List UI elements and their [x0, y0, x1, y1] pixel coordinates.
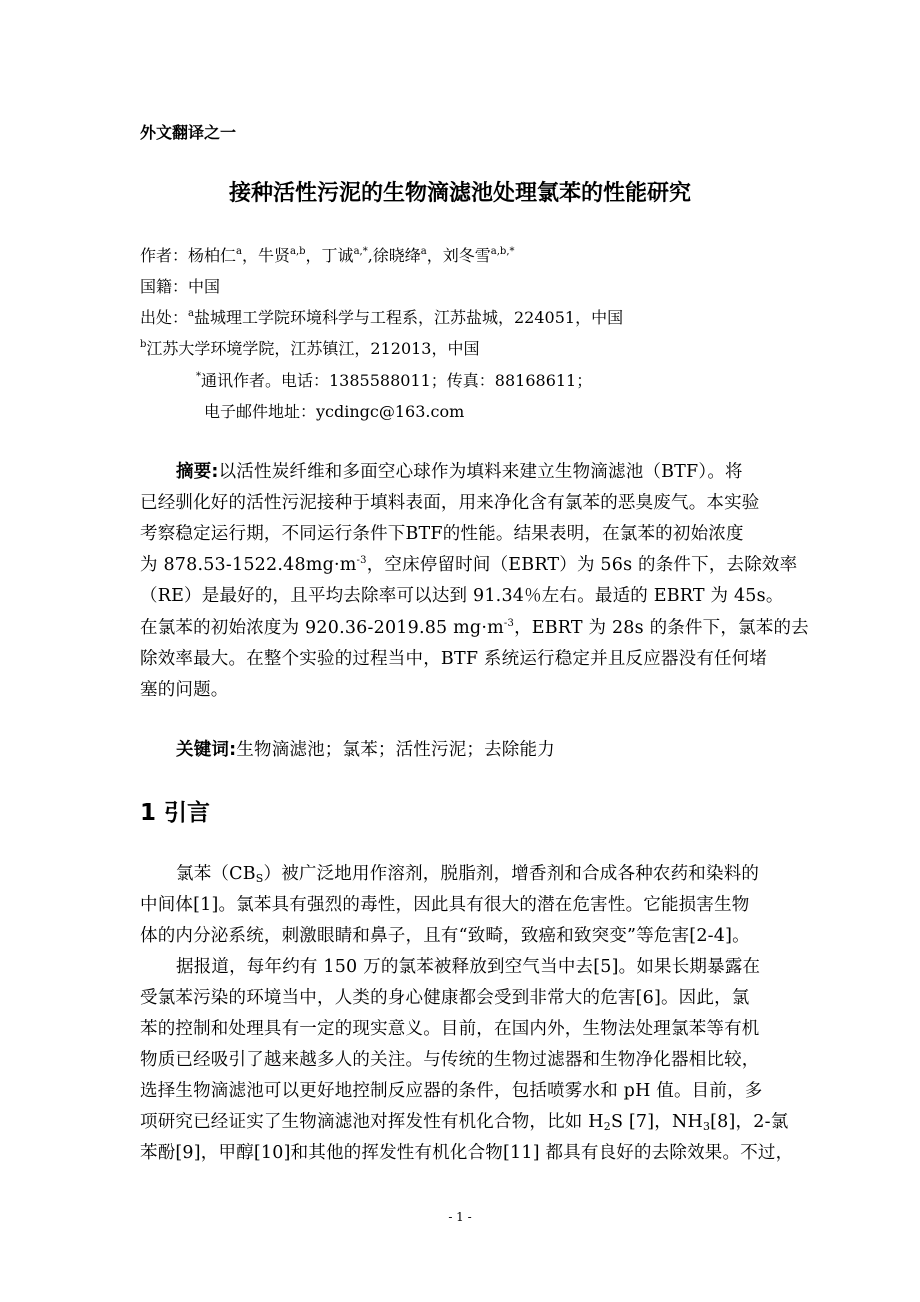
abstract-line: 已经驯化好的活性污泥接种于填料表面，用来净化含有氯苯的恶臭废气。本实验: [140, 493, 760, 513]
abstract-label: 摘要:: [176, 462, 219, 482]
abstract-line: （RE）是最好的，且平均去除率可以达到 91.34％左右。最适的 EBRT 为 45s。: [140, 586, 784, 606]
page-number: - 1 -: [448, 1210, 472, 1224]
authors-line: 作者：杨柏仁$^a$，牛贤$^{a,b}$，丁诚$^{a,*}$,徐晓绛$^a$，刘冬雪$^{a,b,*}$: [140, 246, 515, 265]
body-line: 据报道，每年约有 150 万的氯苯被释放到空气当中去[5]。如果长期暴露在: [176, 957, 761, 977]
abstract-line: 除效率最大。在整个实验的过程当中，BTF 系统运行稳定并且反应器没有任何堵: [140, 649, 768, 669]
abstract-line: 为 $878.53-1522.48mg\cdot m^{-3}$，空床停留时间（EBRT）为 56s 的条件下，去除效率: [140, 555, 798, 575]
abstract-line: 塞的问题。: [140, 680, 229, 700]
body-line: 氯苯$(CB_S)$被广泛地用作溶剂，脱脂剂，增香剂和合成各种农药和染料的: [176, 864, 760, 885]
source-line-a: 出处：$^a$盐城理工学院环境科学与工程系，江苏盐城，224051，中国: [140, 308, 624, 327]
correspondence-line: *通讯作者。电话：1385588011；传真：88168611；: [196, 371, 593, 390]
body-line: 苯的控制和处理具有一定的现实意义。目前，在国内外，生物法处理氯苯等有机: [140, 1019, 760, 1039]
header-label: 外文翻译之一: [140, 123, 237, 142]
body-line: 受氯苯污染的环境当中，人类的身心健康都会受到非常大的危害[6]。因此，氯: [140, 988, 750, 1008]
body-line: 物质已经吸引了越来越多人的关注。与传统的生物过滤器和生物净化器相比较，: [140, 1050, 760, 1070]
keywords-line: 关键词:生物滴滤池；氯苯；活性污泥；去除能力: [176, 740, 555, 760]
body-line: 体的内分泌系统，刺激眼睛和鼻子，且有“致畸，致癌和致突变”等危害[2-4]。: [140, 926, 750, 946]
body-line: 项研究已经证实了生物滴滤池对挥发性有机化合物，比如 $H_2S$ [7]，$NH_3[8]$，2-氯: [140, 1112, 789, 1133]
abstract-line: 在氯苯的初始浓度为 920.36-2019.85 $mg\cdot m^{-3}$，EBRT 为 28s 的条件下，氯苯的去: [140, 618, 809, 638]
body-line: 中间体[1]。氯苯具有强烈的毒性，因此具有很大的潜在危害性。它能损害生物: [140, 895, 750, 915]
nationality-line: 国籍：中国: [140, 277, 221, 296]
email-line: 电子邮件地址：ycdingc@163.com: [204, 402, 465, 421]
keywords-label: 关键词:: [176, 740, 237, 760]
body-line: 苯酚[9]，甲醇[10]和其他的挥发性有机化合物[11] 都具有良好的去除效果。不过，: [140, 1143, 794, 1163]
abstract-line: 考察稳定运行期，不同运行条件下BTF的性能。结果表明，在氯苯的初始浓度: [140, 524, 744, 544]
page-title: 接种活性污泥的生物滴滤池处理氯苯的性能研究: [228, 181, 691, 206]
source-line-b: $^b$江苏大学环境学院，江苏镇江，212013，中国: [140, 339, 480, 358]
section-heading: 1 引言: [140, 800, 211, 826]
body-line: 选择生物滴滤池可以更好地控制反应器的条件，包括喷雾水和 pH 值。目前，多: [140, 1081, 763, 1101]
abstract-line: 摘要:以活性炭纤维和多面空心球作为填料来建立生物滴滤池（BTF）。将: [176, 462, 743, 482]
